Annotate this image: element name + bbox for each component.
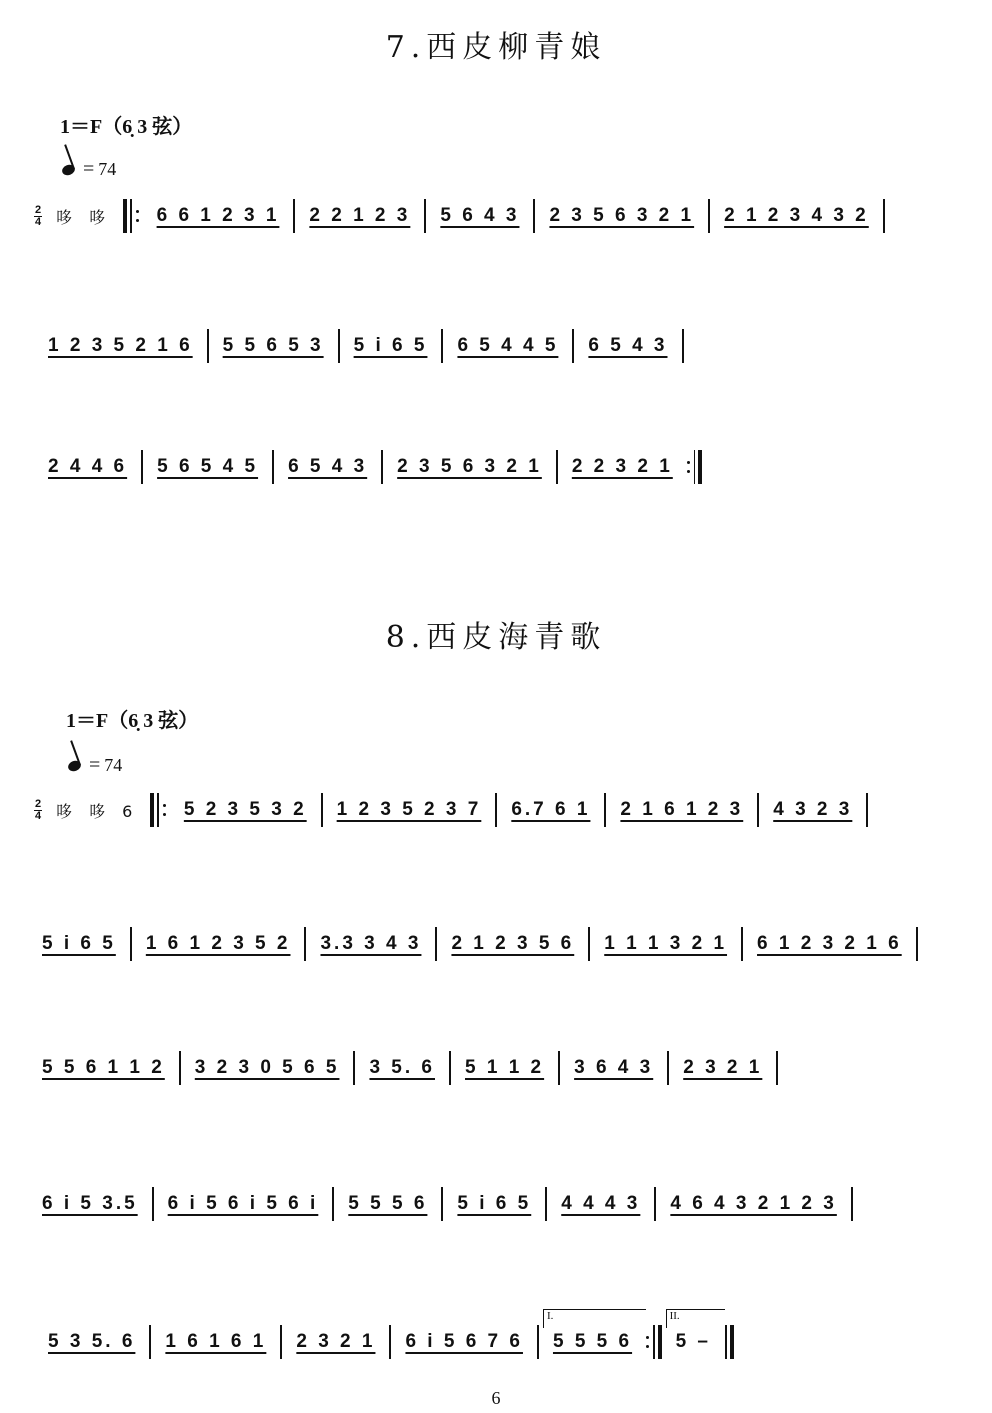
measure: 6 i 5 6 i 5 6 i bbox=[167, 1193, 319, 1214]
measure: 1 2 3 5 2 1 6 bbox=[48, 335, 193, 356]
tempo-marking: = 74 bbox=[68, 754, 122, 777]
measure: 2 1 2 3 5 6 bbox=[451, 933, 575, 954]
measure: 2 3 5 6 3 2 1 bbox=[397, 456, 542, 477]
measure: 2 1 2 3 4 3 2 bbox=[724, 205, 869, 226]
barline bbox=[883, 199, 885, 233]
measure: 5 6 4 3 bbox=[440, 205, 520, 226]
measure: 2 3 2 1 bbox=[683, 1057, 763, 1078]
measure: 4 3 2 3 bbox=[773, 799, 853, 820]
staff-line-2 bbox=[34, 326, 684, 366]
piece-title: 7.西皮柳青娘 bbox=[385, 30, 607, 65]
quarter-note-icon bbox=[61, 163, 77, 177]
quarter-note-icon bbox=[67, 759, 83, 773]
measure: 6 1 2 3 2 1 6 bbox=[757, 933, 902, 954]
page-number: 6 bbox=[491, 1388, 501, 1408]
measure: 6 5 4 4 5 bbox=[457, 335, 559, 356]
time-signature: 2 4 bbox=[34, 797, 42, 822]
intro-syllables: 哆 哆 6 bbox=[56, 801, 139, 821]
measure: 6 6 1 2 3 1 bbox=[156, 205, 280, 226]
barline bbox=[916, 927, 918, 961]
measure: 1 6 1 2 3 5 2 bbox=[145, 933, 291, 954]
measure: 4 4 4 3 bbox=[561, 1193, 641, 1214]
measure: 5 i 6 5 bbox=[457, 1193, 532, 1214]
staff-line-6 bbox=[28, 1048, 778, 1088]
piece-title: 8.西皮海青歌 bbox=[385, 620, 607, 655]
measure: 5 5 6 1 1 2 bbox=[42, 1057, 165, 1078]
measure: 2 2 1 2 3 bbox=[309, 205, 411, 226]
volta-bracket-2: II. bbox=[666, 1309, 725, 1328]
measure: 5 2 3 5 3 2 bbox=[183, 799, 307, 820]
barline bbox=[776, 1051, 778, 1085]
staff-line-4 bbox=[34, 790, 868, 830]
measure: 6 5 4 3 bbox=[288, 456, 368, 477]
tempo-marking: = 74 bbox=[62, 158, 116, 181]
measure: 5 5 6 5 3 bbox=[222, 335, 324, 356]
staff-line-8 bbox=[34, 1310, 734, 1362]
measure: 2 1 6 1 2 3 bbox=[620, 799, 744, 820]
measure: 5 3 5. 6 bbox=[48, 1331, 136, 1352]
measure: 5 i 6 5 bbox=[353, 335, 428, 356]
measure: 5 1 1 2 bbox=[465, 1057, 545, 1078]
measure: 5 6 5 4 5 bbox=[157, 456, 259, 477]
measure: 1 1 1 3 2 1 bbox=[604, 933, 728, 954]
second-ending: II. 5 – bbox=[662, 1331, 725, 1353]
tempo-value: 74 bbox=[104, 755, 123, 775]
key-signature: 1＝F（6̣ 3 弦） bbox=[60, 116, 193, 138]
measure: 3 6 4 3 bbox=[574, 1057, 654, 1078]
repeat-start-barline bbox=[123, 199, 139, 233]
measure: 2 2 3 2 1 bbox=[571, 456, 673, 477]
measure: 3 5. 6 bbox=[369, 1057, 435, 1078]
repeat-start-barline bbox=[150, 793, 166, 827]
time-signature: 2 4 bbox=[34, 203, 42, 228]
volta-bracket-1: I. bbox=[543, 1309, 646, 1328]
measure: 1 2 3 5 2 3 7 bbox=[336, 799, 482, 820]
barline bbox=[851, 1187, 853, 1221]
intro-syllables: 哆 哆 bbox=[56, 207, 112, 227]
measure: 6 5 4 3 bbox=[588, 335, 668, 356]
staff-line-3 bbox=[34, 447, 702, 487]
measure: 5 5 5 6 bbox=[348, 1193, 428, 1214]
staff-line-1 bbox=[34, 196, 885, 236]
tempo-value: 74 bbox=[98, 159, 117, 179]
measure: 2 3 5 6 3 2 1 bbox=[549, 205, 695, 226]
measure: 2 4 4 6 bbox=[48, 456, 128, 477]
key-signature: 1＝F（6̣ 3 弦） bbox=[66, 710, 199, 732]
barline bbox=[866, 793, 868, 827]
repeat-end-barline bbox=[646, 1325, 662, 1359]
final-barline bbox=[725, 1325, 734, 1359]
measure: 6 i 5 6 7 6 bbox=[405, 1331, 523, 1352]
repeat-end-barline bbox=[687, 450, 703, 484]
measure: 6.7 6 1 bbox=[511, 799, 591, 820]
measure: 4 6 4 3 2 1 2 3 bbox=[670, 1193, 837, 1214]
staff-line-5 bbox=[28, 924, 918, 964]
measure: 1 6 1 6 1 bbox=[165, 1331, 267, 1352]
measure: 6 i 5 3.5 bbox=[42, 1193, 138, 1214]
first-ending: I. 5 5 5 6 bbox=[539, 1331, 646, 1353]
staff-line-7 bbox=[28, 1184, 853, 1224]
measure: 2 3 2 1 bbox=[296, 1331, 376, 1352]
measure: 3 2 3 0 5 6 5 bbox=[194, 1057, 340, 1078]
measure: 5 i 6 5 bbox=[42, 933, 116, 954]
measure: 3.3 3 4 3 bbox=[320, 933, 422, 954]
barline bbox=[682, 329, 684, 363]
